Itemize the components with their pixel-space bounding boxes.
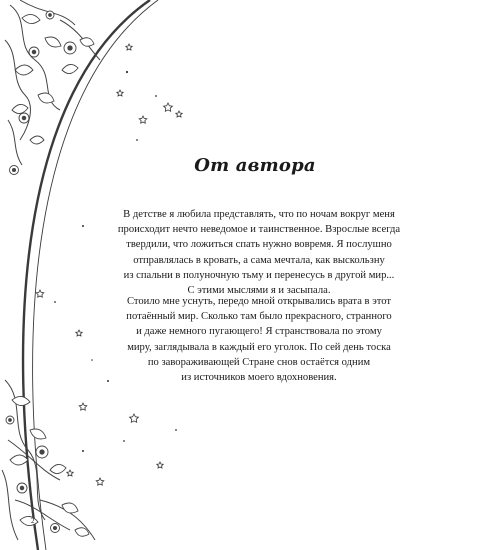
text-line: из источников моего вдохновения. <box>181 372 337 384</box>
sparkle-dot-icon <box>54 301 56 303</box>
star-icon <box>36 290 44 297</box>
text-line: миру, заглядывала в каждый его уголок. По сей день тоска <box>127 341 391 353</box>
sparkle-dot-icon <box>91 359 93 361</box>
paragraph-intro <box>104 207 414 298</box>
text-line: С этими мыслями я и засыпала. <box>187 285 331 297</box>
star-icon <box>176 111 182 117</box>
sparkle-dot-icon <box>126 71 128 73</box>
text-line: потаённый мир. Сколько там было прекрасного, странного <box>126 311 392 323</box>
paragraph-dreams <box>104 294 414 385</box>
star-icon <box>117 90 123 96</box>
sparkle-dot-icon <box>155 95 157 97</box>
star-icon <box>164 103 173 111</box>
sparkle-dot-icon <box>123 440 125 442</box>
star-icon <box>139 116 147 123</box>
sparkle-dot-icon <box>136 139 138 141</box>
text-line: по завораживающей Стране снов остаётся одним <box>147 356 371 368</box>
star-icon <box>76 330 82 336</box>
text-line: отправлялась в кровать, а сама мечтала, как выскользну <box>133 254 385 266</box>
text-line: происходит нечто неведомое и таинственное. Взрослые всегда <box>117 224 401 236</box>
star-icon <box>157 462 163 468</box>
text-line: Стоило мне уснуть, передо мной открывались врата в этот <box>126 296 392 307</box>
text-line: из спальни в полуночную тьму и перенесусь в другой мир... <box>123 269 395 281</box>
star-icon <box>79 403 87 410</box>
text-line: и даже немного пугающего! Я странствовала по этому <box>136 326 382 338</box>
text-line: В детстве я любила представлять, что по ночам вокруг меня <box>123 209 395 220</box>
sparkle-dot-icon <box>82 225 84 227</box>
page-title: От автора <box>194 155 316 176</box>
page-number: 2 <box>31 517 35 525</box>
star-icon <box>96 478 104 485</box>
sparkle-dot-icon <box>82 450 84 452</box>
star-icon <box>130 414 139 422</box>
star-icon <box>126 44 132 50</box>
sparkle-dot-icon <box>175 429 177 431</box>
text-line: твердили, что ложиться спать нужно вовремя. Я послушно <box>126 239 392 251</box>
star-icon <box>67 470 73 476</box>
